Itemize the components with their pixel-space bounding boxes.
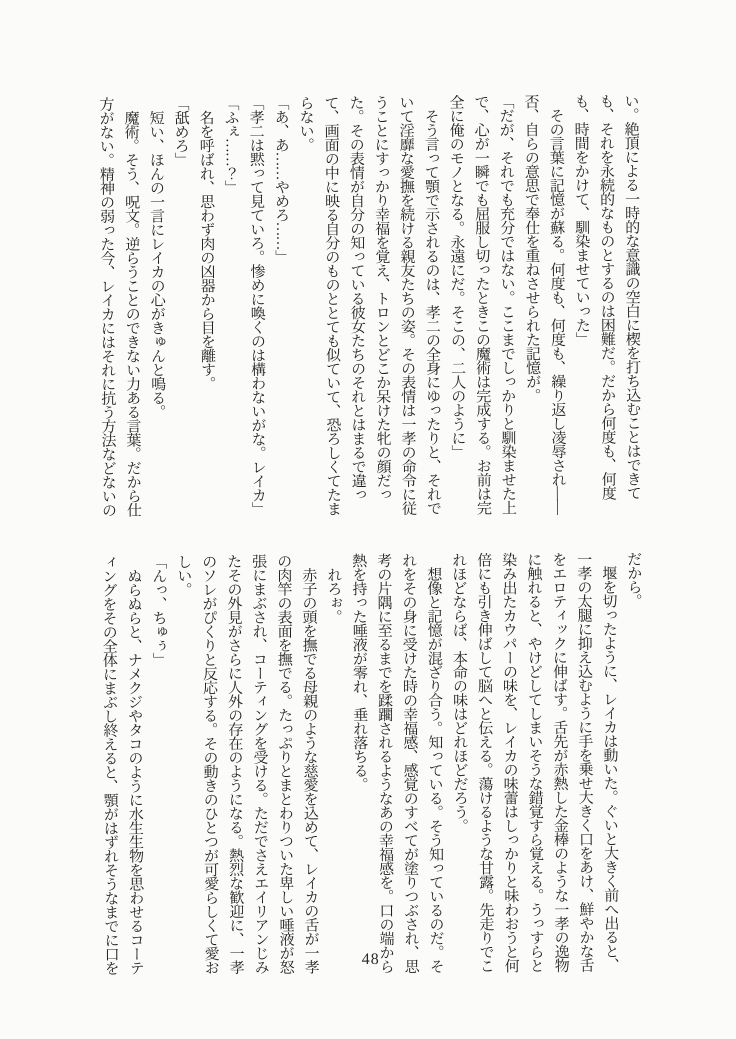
- text-column: その言葉に記憶が蘇る。何度も、何度も、繰り返し凌辱され――: [547, 93, 566, 514]
- text-column: も、それを永続的なものとするのは困難だ。だから何度も、何度: [597, 93, 616, 500]
- text-column: 方がない。精神の弱った今、レイカにはそれに抗う方法などないの: [97, 96, 116, 517]
- text-column: 一孝の太腿に抑え込むように手を乗せ大きく口をあけ、鮮やかな舌: [575, 551, 594, 972]
- text-column: うことにすっかり幸福を覚え、トロンとどこか呆けた牝の顔だっ: [372, 94, 391, 501]
- text-column: ィングをその全体にまぶし終えると、顎がはずれそうなまでに口を: [100, 554, 119, 975]
- text-column: で、心が一瞬でも屈服し切ったときこの魔術は完成する。お前は完: [472, 94, 491, 515]
- text-column: れろぉ。: [325, 553, 342, 624]
- text-column: いて淫靡な愛撫を続ける親友たちの姿。その表情は一孝の命令に従: [397, 94, 416, 515]
- text-column: をエロティックに伸ばす。舌先が赤熱した金棒のような一孝の逸物: [550, 551, 569, 972]
- text-block-bottom: [95, 551, 648, 980]
- text-column: たその外見がさらに人外の存在のようになる。熱烈な歓迎に、一孝: [225, 553, 244, 974]
- page-number: 48: [361, 950, 380, 969]
- text-column: 倍にも引き伸ばして脳へと伝える。蕩けるような甘露。先走りでこ: [475, 552, 494, 973]
- text-column: の肉竿の表面を撫でる。たっぷりとまとわりついた卑しい唾液が怒: [275, 553, 294, 974]
- text-column: そう言って顎で示されるのは、孝二の全身にゆったりと、それで: [422, 94, 441, 515]
- text-column: れほどならば、本命の味はどれほどだろう。: [450, 552, 468, 833]
- text-column: しい。: [175, 554, 192, 597]
- text-column: 名を呼ばれ、思わず肉の凶器から目を離す。: [197, 95, 216, 391]
- text-block-top: [92, 93, 645, 522]
- text-column: 「孝二は黙って見ていろ。惨めに喚くのは構わないがな。レイカ」: [247, 95, 266, 516]
- text-column: 熱を持った唾液が零れ、垂れ落ちる。: [350, 553, 368, 792]
- text-column: 短い、ほんの一言にレイカの心がきゅんと鳴る。: [147, 96, 166, 419]
- text-column: 「舐めろ」: [172, 96, 189, 167]
- text-column: て、画面の中に映る自分のものととても似ていて、恐ろしくてたま: [322, 95, 341, 516]
- text-column: のソレがぴくりと反応する。その動きのひとつが可愛らしくて愛お: [200, 553, 219, 975]
- text-column: も、時間をかけて、馴染ませていった」: [572, 93, 590, 346]
- text-column: 赤子の頭を撫でる母親のような慈愛を込めて、レイカの舌が一孝: [300, 553, 319, 974]
- text-column: 「だが、それでも充分ではない。ここまでしっかりと馴染ませた上: [497, 94, 516, 515]
- text-column: 否、自らの意思で奉仕を重ねさせられた記憶が。: [522, 93, 541, 403]
- text-column: 堰を切ったように、レイカは動いた。ぐいと大きく前へ出ると、: [600, 551, 619, 972]
- text-column: に触れると、やけどしてしまいそうな錯覚すら覚える。うっすらと: [525, 551, 544, 973]
- text-column: 「んっ、ちゅぅ」: [150, 554, 167, 667]
- text-column: 考の片隅に至るまでを蹂躙されるようなあの幸福感を。口の端から: [375, 552, 394, 973]
- text-column: れをその身に受けた時の幸福感、感覚のすべてが塗りつぶされ、思: [400, 552, 419, 973]
- text-column: ぬらぬらと、ナメクジやタコのように水生生物を思わせるコーテ: [125, 554, 144, 975]
- text-column: 「ふぇ……？」: [222, 95, 240, 194]
- text-column: い。絶頂による一時的な意識の空白に楔を打ち込むことはできて: [622, 93, 641, 500]
- text-column: だから。: [625, 551, 642, 608]
- text-column: た。その表情が自分の知っている彼女たちのそれとはまるで違っ: [347, 95, 366, 502]
- text-column: 「あ、あ……やめろ……」: [272, 95, 290, 264]
- text-column: 想像と記憶が混ざり合う。知っている。そう知っているのだ。そ: [425, 552, 444, 973]
- text-column: らない。: [297, 95, 314, 152]
- text-column: 全に俺のモノとなる。永遠にだ。そこの、二人のように」: [447, 94, 466, 459]
- text-column: 魔術。そう、呪文。逆らうことのできない力ある言葉。だから仕: [122, 96, 141, 517]
- text-column: 染み出たカウパーの味を、レイカの味蕾はしっかりと味わおうと何: [500, 552, 519, 973]
- text-column: 張にまぶされ、コーティングを受ける。ただでさえエイリアンじみ: [250, 553, 269, 974]
